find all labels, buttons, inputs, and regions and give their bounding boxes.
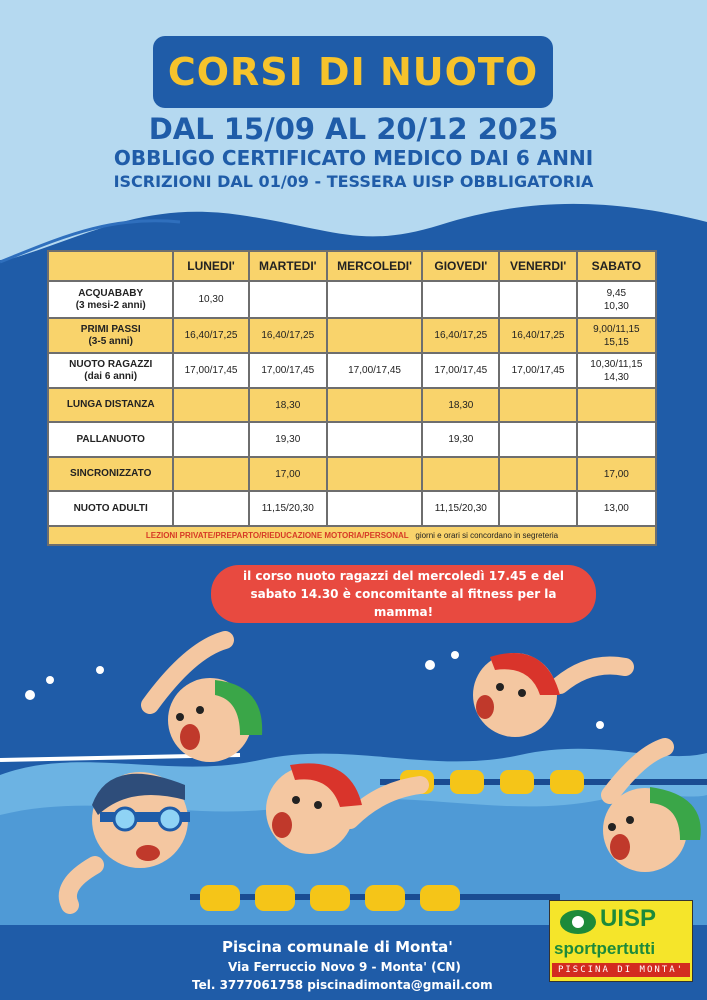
table-row [48,457,656,491]
time-cell [499,422,576,457]
time-cell: 18,30 [422,388,499,422]
logo-tagline: sportpertutti [554,939,656,958]
time-cell: 19,30 [249,422,327,457]
day-header: VENERDI' [499,251,576,281]
time-cell [499,457,576,491]
notice-banner: il corso nuoto ragazzi del mercoledì 17.45 e del sabato 14.30 è concomitante al fitness per la mamma! [211,565,596,623]
time-cell [173,422,248,457]
table-row [48,491,656,526]
time-cell: 10,30/11,15 14,30 [577,353,656,388]
time-cell [422,281,499,318]
time-cell [249,281,327,318]
day-header: LUNEDI' [173,251,248,281]
private-lessons-label: LEZIONI PRIVATE/PREPARTO/RIEDUCAZIONE MOTORIA/PERSONAL [145,531,409,541]
row-label: ACQUABABY (3 mesi-2 anni) [48,281,173,318]
table-row [48,353,656,388]
table-row [48,388,656,422]
day-header: GIOVEDI' [422,251,499,281]
time-cell: 17,00/17,45 [327,353,422,388]
pool-name: Piscina comunale di Monta' [222,938,453,956]
time-cell: 17,00/17,45 [422,353,499,388]
time-cell [327,318,422,353]
swimmer-green-cap-icon [150,640,262,762]
uisp-emblem-icon [558,907,598,937]
time-cell: 9,45 10,30 [577,281,656,318]
time-cell [327,281,422,318]
time-cell: 16,40/17,25 [249,318,327,353]
page-title: CORSI DI NUOTO [167,50,539,94]
row-label: PRIMI PASSI (3-5 anni) [48,318,173,353]
time-cell: 11,15/20,30 [249,491,327,526]
time-cell [173,388,248,422]
time-cell: 16,40/17,25 [499,318,576,353]
time-cell: 9,00/11,15 15,15 [577,318,656,353]
row-label: SINCRONIZZATO [48,457,173,491]
row-label: LUNGA DISTANZA [48,388,173,422]
time-cell: 13,00 [577,491,656,526]
time-cell [422,457,499,491]
time-cell [499,281,576,318]
row-label: NUOTO RAGAZZI (dai 6 anni) [48,353,173,388]
corner-cell [48,251,173,281]
registration-notice: ISCRIZIONI DAL 01/09 - TESSERA UISP OBBLIGATORIA [113,172,594,191]
uisp-logo [549,900,693,982]
time-cell: 17,00/17,45 [499,353,576,388]
time-cell: 11,15/20,30 [422,491,499,526]
time-cell: 19,30 [422,422,499,457]
logo-subline: PISCINA DI MONTA' [552,963,690,977]
schedule-table [47,250,657,546]
time-cell: 17,00/17,45 [173,353,248,388]
logo-brand: UISP [600,905,657,932]
time-cell: 16,40/17,25 [173,318,248,353]
course-dates: DAL 15/09 AL 20/12 2025 [148,112,559,146]
private-lessons-note [48,526,656,545]
time-cell: 18,30 [249,388,327,422]
pool-address: Via Ferruccio Novo 9 - Monta' (CN) [228,960,461,974]
day-header: SABATO [577,251,656,281]
title-banner [153,36,553,108]
pool-contact: Tel. 3777061758 piscinadimonta@gmail.com [192,978,493,992]
row-label: PALLANUOTO [48,422,173,457]
time-cell: 17,00 [577,457,656,491]
time-cell [327,491,422,526]
time-cell [577,422,656,457]
time-cell [327,422,422,457]
time-cell [577,388,656,422]
day-header: MERCOLEDI' [327,251,422,281]
time-cell: 17,00/17,45 [249,353,327,388]
time-cell [173,457,248,491]
certificate-notice: OBBLIGO CERTIFICATO MEDICO DAI 6 ANNI [113,146,594,170]
table-row [48,318,656,353]
row-label: NUOTO ADULTI [48,491,173,526]
day-header: MARTEDI' [249,251,327,281]
time-cell [327,388,422,422]
table-footer-row [48,526,656,545]
table-row [48,422,656,457]
time-cell [327,457,422,491]
time-cell [499,491,576,526]
time-cell: 17,00 [249,457,327,491]
time-cell: 16,40/17,25 [422,318,499,353]
table-row [48,281,656,318]
time-cell [173,491,248,526]
private-lessons-detail: giorni e orari si concordano in segreteria [415,531,559,541]
schedule-header-row [48,251,656,281]
time-cell [499,388,576,422]
swimmers-illustration [0,625,707,925]
time-cell: 10,30 [173,281,248,318]
